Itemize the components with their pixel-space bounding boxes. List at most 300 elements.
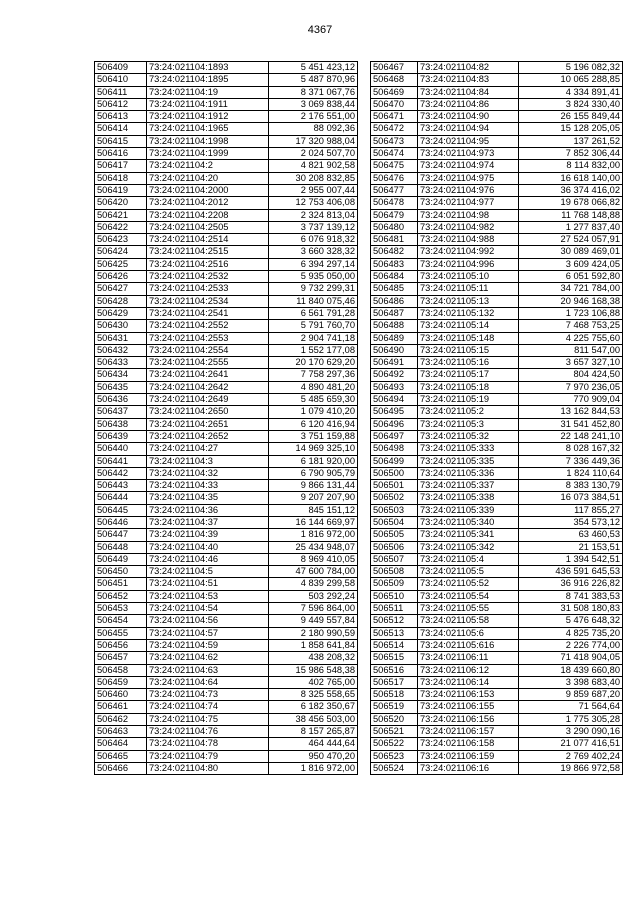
cadastral-number: 73:24:021104:20	[147, 172, 269, 184]
row-number: 506482	[371, 246, 418, 258]
cadastral-number: 73:24:021104:977	[418, 197, 519, 209]
row-number: 506477	[371, 184, 418, 196]
cadastral-number: 73:24:021105:6	[418, 627, 519, 639]
cadastral-number: 73:24:021106:11	[418, 652, 519, 664]
cadastral-value: 15 128 205,05	[519, 123, 623, 135]
row-number: 506457	[95, 652, 147, 664]
table-row	[371, 74, 623, 86]
cadastral-number: 73:24:021104:64	[147, 676, 269, 688]
table-row	[95, 726, 358, 738]
cadastral-value: 438 208,32	[269, 652, 358, 664]
cadastral-number: 73:24:021104:2555	[147, 357, 269, 369]
cadastral-value: 402 765,00	[269, 676, 358, 688]
cadastral-number: 73:24:021104:94	[418, 123, 519, 135]
cadastral-value: 811 547,00	[519, 344, 623, 356]
table-row	[95, 148, 358, 160]
cadastral-number: 73:24:021104:1998	[147, 135, 269, 147]
cadastral-value: 5 451 423,12	[269, 62, 358, 74]
table-row	[95, 357, 358, 369]
row-number: 506450	[95, 566, 147, 578]
row-number: 506485	[371, 283, 418, 295]
row-number: 506481	[371, 234, 418, 246]
row-number: 506488	[371, 320, 418, 332]
cadastral-number: 73:24:021105:19	[418, 394, 519, 406]
row-number: 506456	[95, 639, 147, 651]
cadastral-number: 73:24:021104:2000	[147, 184, 269, 196]
cadastral-number: 73:24:021104:73	[147, 689, 269, 701]
cadastral-value: 770 909,04	[519, 394, 623, 406]
table-row	[371, 738, 623, 750]
table-row	[95, 209, 358, 221]
row-number: 506514	[371, 639, 418, 651]
row-number: 506412	[95, 98, 147, 110]
cadastral-number: 73:24:021104:54	[147, 603, 269, 615]
cadastral-value: 8 741 383,53	[519, 590, 623, 602]
table-row	[371, 209, 623, 221]
table-row	[95, 184, 358, 196]
cadastral-number: 73:24:021105:2	[418, 406, 519, 418]
cadastral-number: 73:24:021104:2514	[147, 234, 269, 246]
cadastral-number: 73:24:021104:35	[147, 492, 269, 504]
row-number: 506418	[95, 172, 147, 184]
cadastral-number: 73:24:021104:76	[147, 726, 269, 738]
cadastral-number: 73:24:021104:90	[418, 111, 519, 123]
cadastral-number: 73:24:021104:95	[418, 135, 519, 147]
row-number: 506432	[95, 344, 147, 356]
cadastral-number: 73:24:021104:37	[147, 516, 269, 528]
row-number: 506493	[371, 381, 418, 393]
table-row	[371, 541, 623, 553]
cadastral-value: 20 170 629,20	[269, 357, 358, 369]
cadastral-number: 73:24:021104:2533	[147, 283, 269, 295]
cadastral-value: 1 079 410,20	[269, 406, 358, 418]
cadastral-value: 5 487 870,96	[269, 74, 358, 86]
table-row	[371, 357, 623, 369]
cadastral-number: 73:24:021105:16	[418, 357, 519, 369]
table-row	[95, 295, 358, 307]
row-number: 506499	[371, 455, 418, 467]
cadastral-number: 73:24:021105:13	[418, 295, 519, 307]
cadastral-number: 73:24:021104:973	[418, 148, 519, 160]
row-number: 506518	[371, 689, 418, 701]
table-row	[371, 664, 623, 676]
row-number: 506476	[371, 172, 418, 184]
table-row	[95, 394, 358, 406]
cadastral-number: 73:24:021105:15	[418, 344, 519, 356]
row-number: 506429	[95, 307, 147, 319]
cadastral-number: 73:24:021104:19	[147, 86, 269, 98]
cadastral-value: 8 114 832,00	[519, 160, 623, 172]
cadastral-number: 73:24:021105:616	[418, 639, 519, 651]
table-row	[95, 381, 358, 393]
row-number: 506471	[371, 111, 418, 123]
row-number: 506414	[95, 123, 147, 135]
row-number: 506511	[371, 603, 418, 615]
cadastral-number: 73:24:021104:53	[147, 590, 269, 602]
cadastral-value: 9 866 131,44	[269, 480, 358, 492]
table-row	[371, 283, 623, 295]
cadastral-value: 2 769 402,24	[519, 750, 623, 762]
table-row	[371, 123, 623, 135]
cadastral-number: 73:24:021105:17	[418, 369, 519, 381]
cadastral-number: 73:24:021104:2649	[147, 394, 269, 406]
cadastral-value: 31 541 452,80	[519, 418, 623, 430]
row-number: 506486	[371, 295, 418, 307]
cadastral-value: 26 155 849,44	[519, 111, 623, 123]
cadastral-value: 4 839 299,58	[269, 578, 358, 590]
table-row	[95, 283, 358, 295]
cadastral-number: 73:24:021104:32	[147, 467, 269, 479]
table-row	[371, 381, 623, 393]
cadastral-value: 7 970 236,05	[519, 381, 623, 393]
cadastral-number: 73:24:021104:1999	[147, 148, 269, 160]
row-number: 506431	[95, 332, 147, 344]
table-row	[371, 221, 623, 233]
row-number: 506508	[371, 566, 418, 578]
row-number: 506437	[95, 406, 147, 418]
table-row	[95, 566, 358, 578]
cadastral-number: 73:24:021104:2553	[147, 332, 269, 344]
cadastral-value: 1 816 972,00	[269, 762, 358, 774]
cadastral-value: 2 904 741,18	[269, 332, 358, 344]
cadastral-number: 73:24:021106:12	[418, 664, 519, 676]
table-row	[371, 750, 623, 762]
cadastral-number: 73:24:021104:80	[147, 762, 269, 774]
page-number: 4367	[307, 24, 333, 36]
cadastral-number: 73:24:021105:54	[418, 590, 519, 602]
row-number: 506422	[95, 221, 147, 233]
table-row	[371, 652, 623, 664]
cadastral-number: 73:24:021105:338	[418, 492, 519, 504]
row-number: 506424	[95, 246, 147, 258]
cadastral-number: 73:24:021104:62	[147, 652, 269, 664]
row-number: 506443	[95, 480, 147, 492]
row-number: 506520	[371, 713, 418, 725]
cadastral-number: 73:24:021104:976	[418, 184, 519, 196]
row-number: 506506	[371, 541, 418, 553]
cadastral-number: 73:24:021104:36	[147, 504, 269, 516]
table-row	[371, 369, 623, 381]
row-number: 506470	[371, 98, 418, 110]
cadastral-value: 7 336 449,36	[519, 455, 623, 467]
cadastral-number: 73:24:021105:335	[418, 455, 519, 467]
table-row	[95, 467, 358, 479]
row-number: 506463	[95, 726, 147, 738]
cadastral-value: 5 476 648,32	[519, 615, 623, 627]
cadastral-value: 2 176 551,00	[269, 111, 358, 123]
table-row	[95, 689, 358, 701]
cadastral-number: 73:24:021105:3	[418, 418, 519, 430]
row-number: 506468	[371, 74, 418, 86]
cadastral-value: 88 092,36	[269, 123, 358, 135]
table-row	[95, 443, 358, 455]
cadastral-value: 3 069 838,44	[269, 98, 358, 110]
row-number: 506410	[95, 74, 147, 86]
row-number: 506472	[371, 123, 418, 135]
table-row	[95, 111, 358, 123]
cadastral-table-left	[94, 61, 358, 775]
table-row	[95, 332, 358, 344]
table-row	[95, 480, 358, 492]
row-number: 506409	[95, 62, 147, 74]
cadastral-value: 36 374 416,02	[519, 184, 623, 196]
cadastral-value: 2 180 990,59	[269, 627, 358, 639]
row-number: 506439	[95, 430, 147, 442]
row-number: 506489	[371, 332, 418, 344]
cadastral-number: 73:24:021104:27	[147, 443, 269, 455]
table-row	[95, 246, 358, 258]
cadastral-number: 73:24:021104:2650	[147, 406, 269, 418]
cadastral-value: 1 816 972,00	[269, 529, 358, 541]
cadastral-value: 63 460,53	[519, 529, 623, 541]
cadastral-number: 73:24:021104:74	[147, 701, 269, 713]
cadastral-value: 21 153,51	[519, 541, 623, 553]
row-number: 506453	[95, 603, 147, 615]
cadastral-number: 73:24:021104:83	[418, 74, 519, 86]
cadastral-value: 9 732 299,31	[269, 283, 358, 295]
table-row	[95, 541, 358, 553]
cadastral-number: 73:24:021104:84	[418, 86, 519, 98]
row-number: 506517	[371, 676, 418, 688]
table-row	[371, 615, 623, 627]
row-number: 506524	[371, 762, 418, 774]
table-row	[371, 394, 623, 406]
cadastral-value: 12 753 406,08	[269, 197, 358, 209]
cadastral-number: 73:24:021104:2515	[147, 246, 269, 258]
cadastral-number: 73:24:021104:2505	[147, 221, 269, 233]
row-number: 506458	[95, 664, 147, 676]
table-row	[95, 750, 358, 762]
cadastral-number: 73:24:021104:1893	[147, 62, 269, 74]
table-row	[371, 98, 623, 110]
row-number: 506430	[95, 320, 147, 332]
table-row	[95, 516, 358, 528]
cadastral-number: 73:24:021106:157	[418, 726, 519, 738]
cadastral-value: 1 394 542,51	[519, 553, 623, 565]
cadastral-value: 7 596 864,00	[269, 603, 358, 615]
cadastral-number: 73:24:021106:14	[418, 676, 519, 688]
table-row	[371, 443, 623, 455]
cadastral-number: 73:24:021104:982	[418, 221, 519, 233]
row-number: 506460	[95, 689, 147, 701]
table-row	[371, 529, 623, 541]
cadastral-value: 4 890 481,20	[269, 381, 358, 393]
cadastral-number: 73:24:021104:79	[147, 750, 269, 762]
table-row	[371, 406, 623, 418]
table-row	[95, 406, 358, 418]
cadastral-number: 73:24:021104:2642	[147, 381, 269, 393]
table-row	[371, 504, 623, 516]
cadastral-number: 73:24:021105:14	[418, 320, 519, 332]
cadastral-number: 73:24:021105:10	[418, 271, 519, 283]
table-row	[95, 430, 358, 442]
cadastral-number: 73:24:021104:988	[418, 234, 519, 246]
cadastral-number: 73:24:021105:340	[418, 516, 519, 528]
table-row	[371, 135, 623, 147]
cadastral-value: 1 824 110,64	[519, 467, 623, 479]
cadastral-value: 16 618 140,00	[519, 172, 623, 184]
cadastral-number: 73:24:021104:78	[147, 738, 269, 750]
row-number: 506446	[95, 516, 147, 528]
row-number: 506490	[371, 344, 418, 356]
table-row	[95, 320, 358, 332]
cadastral-number: 73:24:021104:2554	[147, 344, 269, 356]
row-number: 506449	[95, 553, 147, 565]
cadastral-number: 73:24:021104:57	[147, 627, 269, 639]
cadastral-number: 73:24:021104:82	[418, 62, 519, 74]
row-number: 506425	[95, 258, 147, 270]
table-row	[371, 172, 623, 184]
cadastral-number: 73:24:021105:132	[418, 307, 519, 319]
table-row	[95, 701, 358, 713]
cadastral-value: 47 600 784,00	[269, 566, 358, 578]
cadastral-value: 354 573,12	[519, 516, 623, 528]
table-row	[95, 86, 358, 98]
row-number: 506496	[371, 418, 418, 430]
table-row	[371, 455, 623, 467]
table-row	[95, 738, 358, 750]
cadastral-value: 6 561 791,28	[269, 307, 358, 319]
cadastral-value: 6 790 905,79	[269, 467, 358, 479]
cadastral-value: 2 955 007,44	[269, 184, 358, 196]
row-number: 506474	[371, 148, 418, 160]
row-number: 506433	[95, 357, 147, 369]
cadastral-number: 73:24:021105:336	[418, 467, 519, 479]
cadastral-number: 73:24:021105:11	[418, 283, 519, 295]
table-row	[95, 98, 358, 110]
row-number: 506519	[371, 701, 418, 713]
cadastral-value: 11 768 148,88	[519, 209, 623, 221]
cadastral-number: 73:24:021105:148	[418, 332, 519, 344]
table-row	[95, 258, 358, 270]
row-number: 506448	[95, 541, 147, 553]
cadastral-number: 73:24:021104:98	[418, 209, 519, 221]
table-row	[371, 492, 623, 504]
row-number: 506512	[371, 615, 418, 627]
cadastral-number: 73:24:021104:1912	[147, 111, 269, 123]
cadastral-value: 30 208 832,85	[269, 172, 358, 184]
row-number: 506426	[95, 271, 147, 283]
cadastral-number: 73:24:021104:39	[147, 529, 269, 541]
cadastral-value: 5 485 659,30	[269, 394, 358, 406]
cadastral-number: 73:24:021105:337	[418, 480, 519, 492]
cadastral-value: 9 207 207,90	[269, 492, 358, 504]
cadastral-value: 6 120 416,94	[269, 418, 358, 430]
table-row	[371, 271, 623, 283]
cadastral-value: 8 325 558,65	[269, 689, 358, 701]
cadastral-number: 73:24:021104:2532	[147, 271, 269, 283]
cadastral-value: 13 162 844,53	[519, 406, 623, 418]
cadastral-value: 5 196 082,32	[519, 62, 623, 74]
table-row	[371, 590, 623, 602]
table-row	[371, 627, 623, 639]
row-number: 506447	[95, 529, 147, 541]
cadastral-number: 73:24:021105:341	[418, 529, 519, 541]
cadastral-number: 73:24:021104:59	[147, 639, 269, 651]
row-number: 506413	[95, 111, 147, 123]
table-row	[95, 307, 358, 319]
row-number: 506454	[95, 615, 147, 627]
table-row	[95, 762, 358, 774]
cadastral-number: 73:24:021104:2208	[147, 209, 269, 221]
row-number: 506478	[371, 197, 418, 209]
table-row	[95, 172, 358, 184]
table-row	[371, 762, 623, 774]
table-row	[95, 676, 358, 688]
cadastral-value: 3 290 090,16	[519, 726, 623, 738]
table-row	[95, 197, 358, 209]
row-number: 506516	[371, 664, 418, 676]
cadastral-value: 3 398 683,40	[519, 676, 623, 688]
cadastral-number: 73:24:021104:46	[147, 553, 269, 565]
row-number: 506509	[371, 578, 418, 590]
table-row	[95, 504, 358, 516]
table-row	[371, 578, 623, 590]
cadastral-number: 73:24:021104:2641	[147, 369, 269, 381]
table-row	[371, 344, 623, 356]
row-number: 506491	[371, 357, 418, 369]
cadastral-value: 4 225 755,60	[519, 332, 623, 344]
row-number: 506427	[95, 283, 147, 295]
table-row	[95, 590, 358, 602]
cadastral-number: 73:24:021104:2651	[147, 418, 269, 430]
table-row	[371, 332, 623, 344]
table-row	[95, 271, 358, 283]
table-row	[371, 676, 623, 688]
cadastral-number: 73:24:021105:5	[418, 566, 519, 578]
row-number: 506420	[95, 197, 147, 209]
cadastral-number: 73:24:021106:16	[418, 762, 519, 774]
cadastral-value: 21 077 416,51	[519, 738, 623, 750]
cadastral-value: 6 394 297,14	[269, 258, 358, 270]
cadastral-number: 73:24:021105:58	[418, 615, 519, 627]
table-row	[371, 184, 623, 196]
row-number: 506500	[371, 467, 418, 479]
cadastral-value: 8 371 067,76	[269, 86, 358, 98]
cadastral-number: 73:24:021104:63	[147, 664, 269, 676]
cadastral-table-right	[370, 61, 623, 775]
table-row	[371, 480, 623, 492]
cadastral-number: 73:24:021104:2652	[147, 430, 269, 442]
table-row	[95, 627, 358, 639]
cadastral-number: 73:24:021105:4	[418, 553, 519, 565]
cadastral-number: 73:24:021104:2552	[147, 320, 269, 332]
table-row	[95, 369, 358, 381]
cadastral-value: 9 859 687,20	[519, 689, 623, 701]
cadastral-value: 2 024 507,70	[269, 148, 358, 160]
cadastral-value: 117 855,27	[519, 504, 623, 516]
cadastral-value: 1 552 177,08	[269, 344, 358, 356]
cadastral-value: 2 226 774,00	[519, 639, 623, 651]
table-row	[95, 553, 358, 565]
cadastral-value: 3 824 330,40	[519, 98, 623, 110]
table-row	[371, 295, 623, 307]
cadastral-number: 73:24:021104:86	[418, 98, 519, 110]
cadastral-value: 19 678 066,82	[519, 197, 623, 209]
table-row	[95, 234, 358, 246]
cadastral-value: 6 182 350,67	[269, 701, 358, 713]
cadastral-value: 34 721 784,00	[519, 283, 623, 295]
cadastral-value: 15 986 548,38	[269, 664, 358, 676]
cadastral-number: 73:24:021104:5	[147, 566, 269, 578]
row-number: 506461	[95, 701, 147, 713]
row-number: 506505	[371, 529, 418, 541]
cadastral-value: 31 508 180,83	[519, 603, 623, 615]
cadastral-value: 804 424,50	[519, 369, 623, 381]
table-row	[371, 566, 623, 578]
cadastral-number: 73:24:021104:975	[418, 172, 519, 184]
row-number: 506416	[95, 148, 147, 160]
